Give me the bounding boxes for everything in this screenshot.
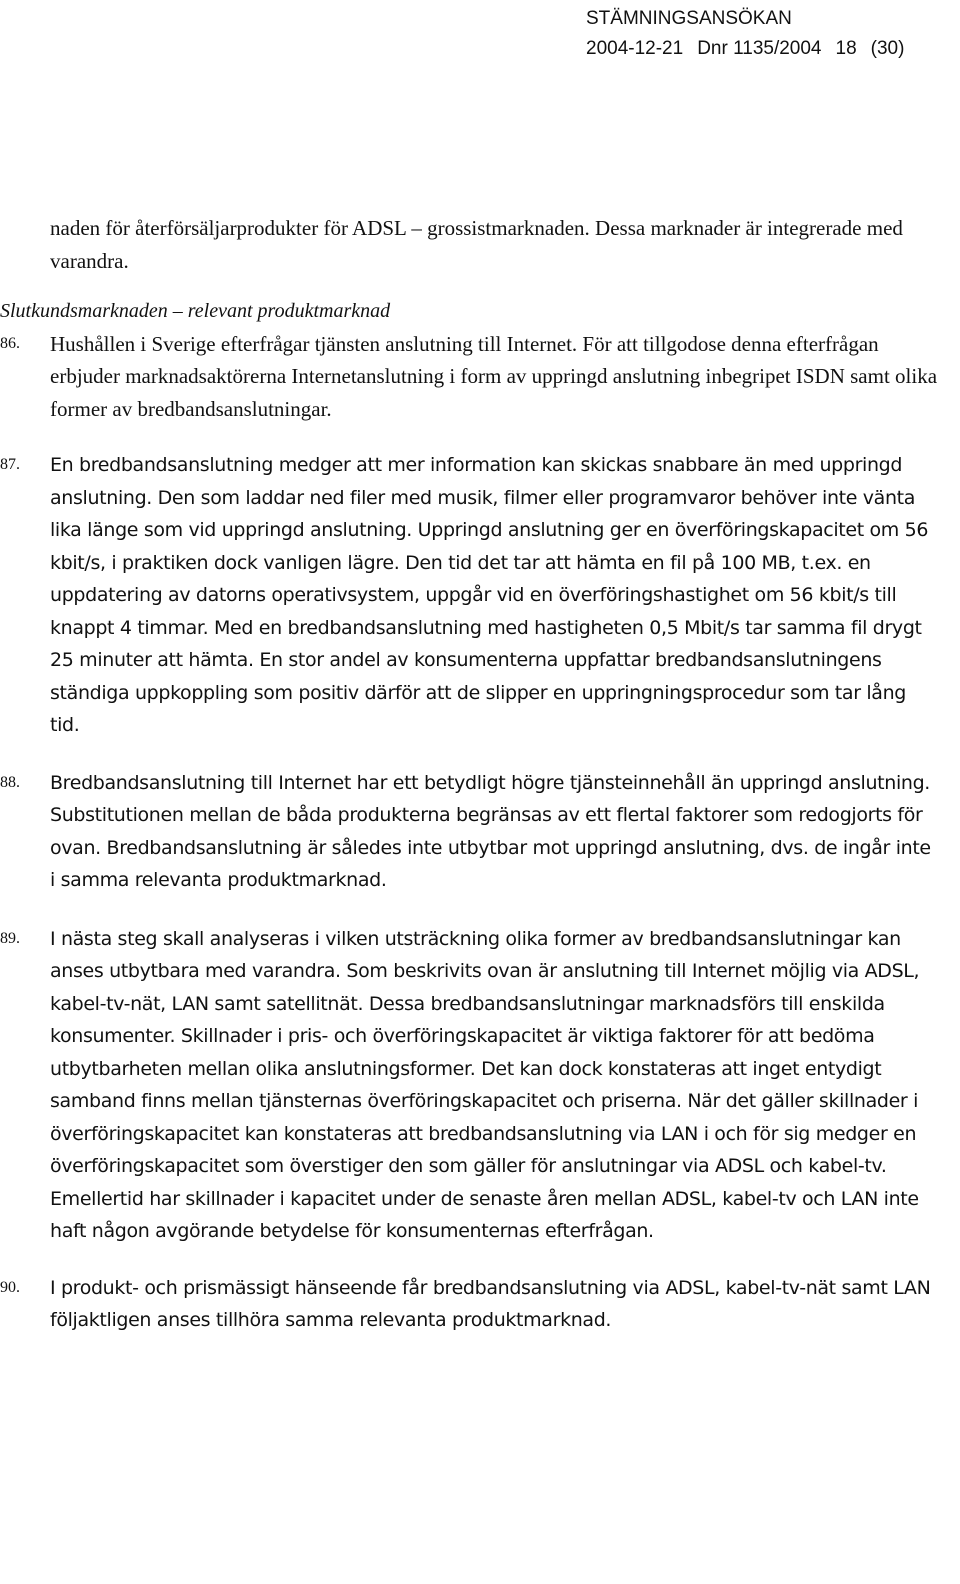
document-body — [0, 212, 960, 1337]
document-date: 2004-12-21 — [586, 38, 684, 59]
continuation-text: naden för återförsäljarprodukter för ADSL – grossistmarknaden. Dessa marknader är integrerade med varandra. — [50, 216, 903, 273]
page-number: 18 — [835, 38, 857, 59]
paragraph-number: 89. — [0, 929, 20, 947]
paragraph-90 — [0, 1272, 960, 1337]
paragraph-number: 90. — [0, 1278, 20, 1296]
paragraph-88 — [0, 767, 960, 897]
page-header — [586, 4, 956, 64]
section-heading: Slutkundsmarknaden – relevant produktmarknad — [0, 300, 391, 322]
paragraph-text: Hushållen i Sverige efterfrågar tjänsten anslutning till Internet. För att tillgodose denna efterfrågan erbjuder marknadsaktörerna Internetanslutning i form av uppringd anslutning inbegripet ISDN samt olika former av bredbandsanslutningar. — [50, 331, 938, 421]
continuation-paragraph — [0, 212, 960, 277]
header-meta — [586, 34, 956, 64]
paragraph-89 — [0, 923, 960, 1248]
document-type-title: STÄMNINGSANSÖKAN — [586, 8, 792, 29]
paragraph-text: Bredbandsanslutning till Internet har ett betydligt högre tjänsteinnehåll än uppringd anslutning. Substitutionen mellan de båda produkterna begränsas av ett flertal faktorer som redogjorts för ovan. Bredbandsanslutning är således inte utbytbar mot uppringd anslutning, dvs. de ingår inte i samma relevanta produktmarknad. — [50, 771, 931, 891]
paragraph-87 — [0, 449, 960, 742]
case-number: Dnr 1135/2004 — [697, 38, 822, 59]
paragraph-text: I produkt- och prismässigt hänseende får bredbandsanslutning via ADSL, kabel-tv-nät samt LAN följaktligen anses tillhöra samma relevanta produktmarknad. — [50, 1276, 931, 1331]
paragraph-number: 88. — [0, 773, 20, 791]
paragraph-number: 86. — [0, 334, 20, 352]
paragraph-text: I nästa steg skall analyseras i vilken utsträckning olika former av bredbandsanslutningar kan anses utbytbara med varandra. Som beskrivits ovan är anslutning till Internet möjlig via ADSL, kabel-tv-nät, LAN samt satellitnät. Dessa bredbandsanslutningar marknadsförs till enskilda konsumenter. Skillnader i pris- och överföringskapacitet är viktiga faktorer för att bedöma utbytbarheten mellan olika anslutningsformer. Det kan dock konstateras att inget entydigt samband finns mellan tjänsternas överföringskapacitet och priserna. När det gäller skillnader i överföringskapacitet kan konstateras att bredbandsanslutning via LAN i och för sig medger en överföringskapacitet som överstiger den som gäller för anslutningar via ADSL och kabel-tv. Emellertid har skillnader i kapacitet under de senaste åren mellan ADSL, kabel-tv och LAN inte haft någon avgörande betydelse för konsumenternas efterfrågan. — [50, 927, 920, 1242]
page-total: (30) — [870, 38, 905, 59]
paragraph-text: En bredbandsanslutning medger att mer information kan skickas snabbare än med uppringd anslutning. Den som laddar ned filer med musik, filmer eller programvaror behöver inte vänta lika länge som vid uppringd anslutning. Uppringd anslutning ger en överföringskapacitet om 56 kbit/s, i praktiken dock vanligen lägre. Den tid det tar att hämta en fil på 100 MB, t.ex. en uppdatering av datorns operativsystem, uppgår vid en överföringshastighet om 56 kbit/s till knappt 4 timmar. Med en bredbandsanslutning med hastigheten 0,5 Mbit/s tar samma fil drygt 25 minuter att hämta. En stor andel av konsumenterna uppfattar bredbandsanslutningens ständiga uppkoppling som positiv därför att de slipper en uppringningsprocedur som tar lång tid. — [50, 454, 929, 736]
paragraph-number: 87. — [0, 456, 20, 473]
paragraph-86 — [0, 328, 960, 426]
